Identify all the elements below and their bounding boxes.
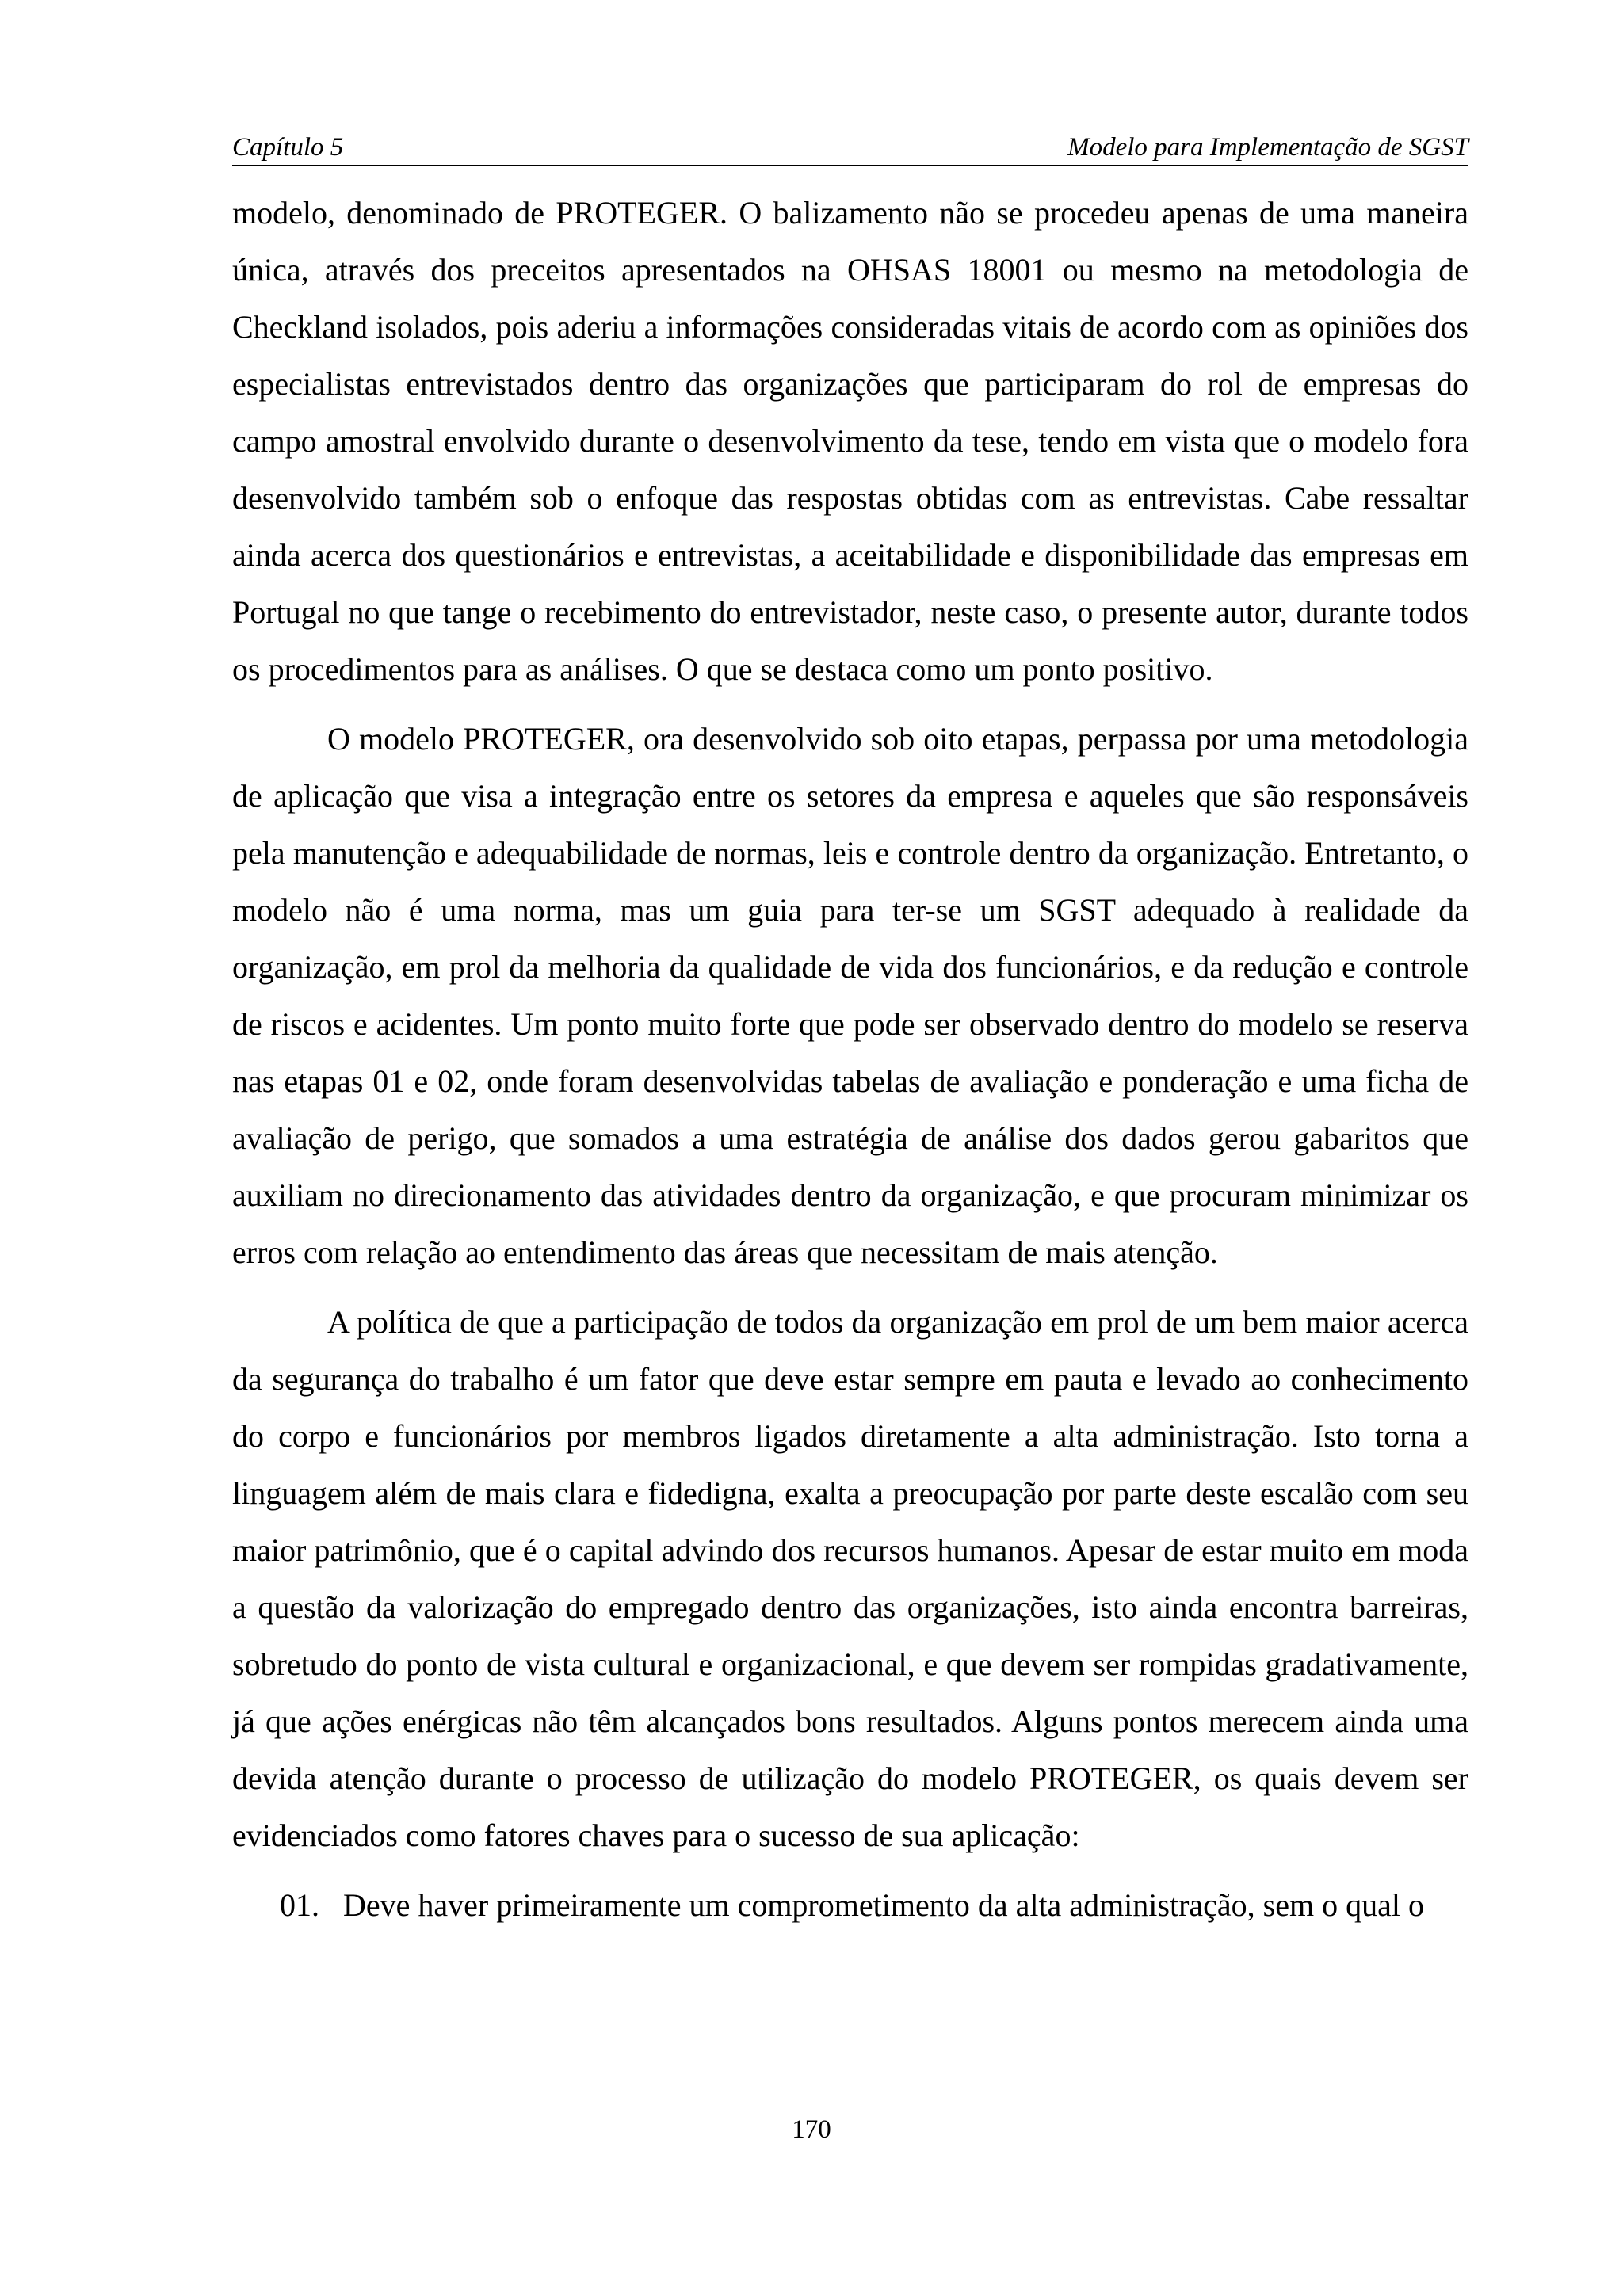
page-number: 170 <box>792 2115 831 2144</box>
paragraph: A política de que a participação de todos da organização em prol de um bem maior acerca da segurança do trabalho é um fator que deve estar sempre em pauta e levado ao conhecimento do corpo e funcionários por membros ligados diretamente a alta administração. Isto torna a linguagem além de mais clara e fidedigna, exalta a preocupação por parte deste escalão com seu maior patrimônio, que é o capital advindo dos recursos humanos. Apesar de estar muito em moda a questão da valorização do empregado dentro das organizações, isto ainda encontra barreiras, sobretudo do ponto de vista cultural e organizacional, e que devem ser rompidas gradativamente, já que ações enérgicas não têm alcançados bons resultados. Alguns pontos merecem ainda uma devida atenção durante o processo de utilização do modelo PROTEGER, os quais devem ser evidenciados como fatores chaves para o sucesso de sua aplicação: <box>232 1304 1468 1853</box>
paragraph: modelo, denominado de PROTEGER. O balizamento não se procedeu apenas de uma maneira única, através dos preceitos apresentados na OHSAS 18001 ou mesmo na metodologia de Checkland isolados, pois aderiu a informações consideradas vitais de acordo com as opiniões dos especialistas entrevistados dentro das organizações que participaram do rol de empresas do campo amostral envolvido durante o desenvolvimento da tese, tendo em vista que o modelo fora desenvolvido também sob o enfoque das respostas obtidas com as entrevistas. Cabe ressaltar ainda acerca dos questionários e entrevistas, a aceitabilidade e disponibilidade das empresas em Portugal no que tange o recebimento do entrevistador, neste caso, o presente autor, durante todos os procedimentos para as análises. O que se destaca como um ponto positivo. <box>232 195 1468 687</box>
paragraph: O modelo PROTEGER, ora desenvolvido sob oito etapas, perpassa por uma metodologia de aplicação que visa a integração entre os setores da empresa e aqueles que são responsáveis pela manutenção e adequabilidade de normas, leis e controle dentro da organização. Entretanto, o modelo não é uma norma, mas um guia para ter-se um SGST adequado à realidade da organização, em prol da melhoria da qualidade de vida dos funcionários, e da redução e controle de riscos e acidentes. Um ponto muito forte que pode ser observado dentro do modelo se reserva nas etapas 01 e 02, onde foram desenvolvidas tabelas de avaliação e ponderação e uma ficha de avaliação de perigo, que somados a uma estratégia de análise dos dados gerou gabaritos que auxiliam no direcionamento das atividades dentro da organização, e que procuram minimizar os erros com relação ao entendimento das áreas que necessitam de mais atenção. <box>232 721 1468 1270</box>
chapter-label: Capítulo 5 <box>232 133 344 162</box>
section-title: Modelo para Implementação de SGST <box>1067 133 1468 162</box>
list-item <box>232 1877 1468 1934</box>
body-text <box>232 185 1468 1934</box>
list-item-text: Deve haver primeiramente um comprometimento da alta administração, sem o qual o <box>343 1887 1424 1923</box>
list-item-number: 01. <box>280 1887 319 1923</box>
running-header <box>232 130 1468 166</box>
